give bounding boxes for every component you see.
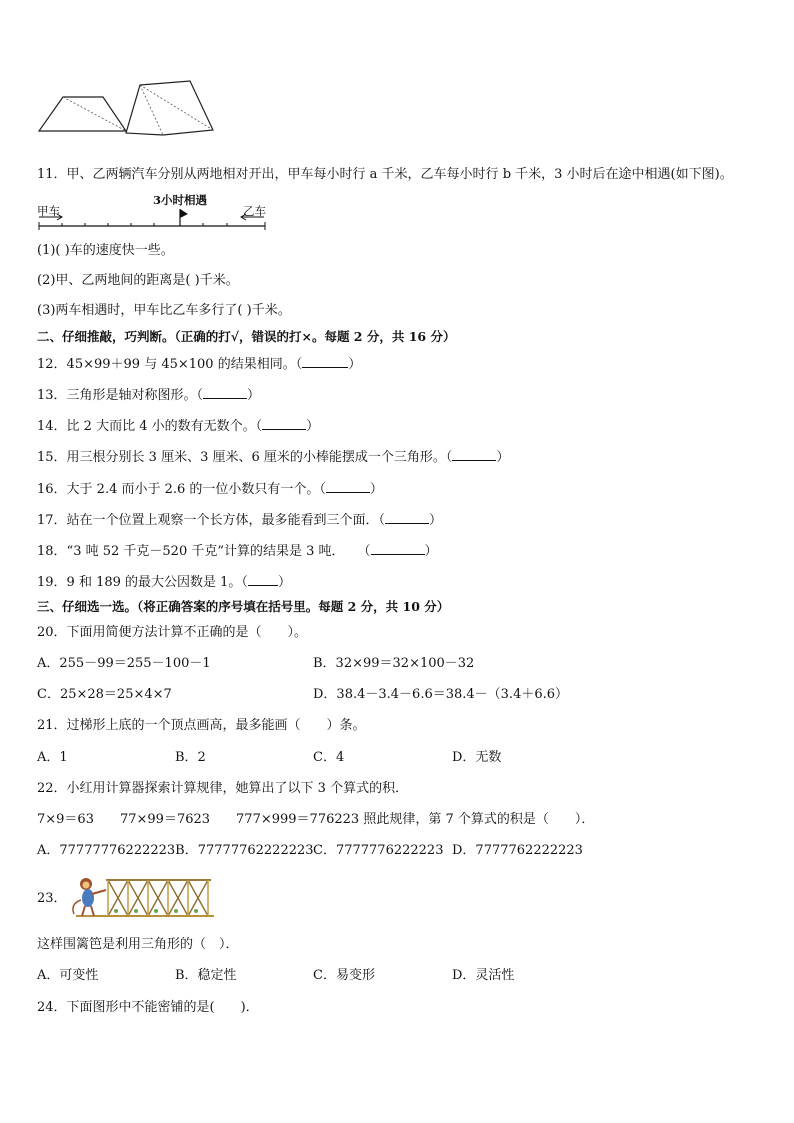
answer-blank[interactable] — [262, 417, 306, 430]
judge-tail: ） — [429, 513, 443, 528]
judge-tail: ） — [348, 357, 362, 372]
judge-text: 13．三角形是轴对称图形。（ — [37, 388, 204, 403]
judge-tail: ） — [424, 544, 438, 559]
q20-option-b[interactable]: B．32×99＝32×100－32 — [313, 656, 475, 671]
answer-blank[interactable] — [452, 448, 496, 461]
answer-blank[interactable] — [371, 542, 425, 555]
judge-text: 14．比 2 大而比 4 小的数有无数个。（ — [37, 419, 263, 434]
judge-item — [37, 448, 509, 466]
judge-tail: ） — [277, 575, 291, 590]
meeting-line — [36, 208, 276, 238]
q23-option-a[interactable]: A．可变性 — [37, 968, 99, 983]
answer-blank[interactable] — [326, 480, 370, 493]
q23-option-b[interactable]: B．稳定性 — [175, 968, 237, 983]
judge-item — [37, 417, 319, 435]
q22-stem: 22．小红用计算器探索计算规律，她算出了以下 3 个算式的积． — [37, 781, 409, 796]
answer-blank[interactable] — [302, 355, 348, 368]
q20-option-d[interactable]: D．38.4－3.4－6.6＝38.4－（3.4＋6.6） — [313, 687, 569, 702]
answer-blank[interactable] — [385, 511, 429, 524]
q22-option-c[interactable]: C．7777776222223 — [313, 843, 444, 858]
judge-text: 12．45×99＋99 与 45×100 的结果相同。（ — [37, 357, 303, 372]
q11-stem: 11．甲、乙两辆汽车分别从两地相对开出，甲车每小时行 a 千米，乙车每小时行 b 千米，3 小时后在途中相遇(如下图)。 — [37, 167, 733, 182]
q24-stem: 24．下面图形中不能密铺的是( )． — [37, 1000, 259, 1015]
q22-option-ab[interactable]: A．77777776222223B．77777762222223 — [37, 843, 314, 858]
q21-option-c[interactable]: C．4 — [313, 750, 345, 765]
judge-text: 18．“3 吨 52 千克－520 千克”计算的结果是 3 吨． （ — [37, 544, 371, 559]
trapezoid-figure — [36, 94, 136, 134]
q20-option-a[interactable]: A．255－99＝255－100－1 — [37, 656, 211, 671]
q23-option-c[interactable]: C．易变形 — [313, 968, 375, 983]
meet-label: 3小时相遇 — [153, 193, 208, 207]
car-a-label: 甲车 — [37, 204, 60, 218]
judge-item — [37, 355, 361, 373]
q23-number: 23． — [37, 891, 67, 906]
q11-sub3: (3)两车相遇时，甲车比乙车多行了( )千米。 — [37, 303, 291, 318]
section3-title: 三、仔细选一选。（将正确答案的序号填在括号里。每题 2 分，共 10 分） — [37, 599, 450, 614]
judge-item — [37, 511, 442, 529]
fence-illustration — [66, 870, 216, 920]
q11-sub1: (1)( )车的速度快一些。 — [37, 243, 174, 258]
judge-item — [37, 573, 291, 591]
q23-stem: 这样围篱笆是利用三角形的（ ）． — [37, 937, 239, 952]
q11-sub2: (2)甲、乙两地间的距离是( )千米。 — [37, 273, 239, 288]
q21-option-d[interactable]: D．无数 — [452, 750, 502, 765]
q22-option-d[interactable]: D．7777762222223 — [452, 843, 583, 858]
judge-tail: ） — [369, 482, 383, 497]
section2-title: 二、仔细推敲，巧判断。（正确的打√，错误的打×。每题 2 分，共 16 分） — [37, 329, 456, 344]
judge-item — [37, 542, 438, 560]
judge-item — [37, 386, 260, 404]
q21-stem: 21．过梯形上底的一个顶点画高，最多能画（ ）条。 — [37, 718, 366, 733]
judge-text: 15．用三根分别长 3 厘米、3 厘米、6 厘米的小棒能摆成一个三角形。（ — [37, 450, 453, 465]
pentagon-figure — [123, 78, 223, 138]
judge-tail: ） — [306, 419, 320, 434]
q21-option-b[interactable]: B．2 — [175, 750, 206, 765]
car-b-label: 乙车 — [243, 204, 266, 218]
q22-formulas: 7×9＝63 77×99＝7623 777×999＝776223 照此规律，第 7 个算式的积是（ ）． — [37, 812, 595, 827]
judge-text: 17．站在一个位置上观察一个长方体，最多能看到三个面．（ — [37, 513, 386, 528]
judge-tail: ） — [247, 388, 261, 403]
q21-option-a[interactable]: A．1 — [37, 750, 68, 765]
q20-option-c[interactable]: C．25×28＝25×4×7 — [37, 687, 172, 702]
answer-blank[interactable] — [248, 573, 278, 586]
judge-text: 16．大于 2.4 而小于 2.6 的一位小数只有一个。（ — [37, 482, 326, 497]
answer-blank[interactable] — [203, 386, 247, 399]
judge-tail: ） — [496, 450, 510, 465]
judge-item — [37, 480, 383, 498]
judge-text: 19．9 和 189 的最大公因数是 1。（ — [37, 575, 248, 590]
q23-option-d[interactable]: D．灵活性 — [452, 968, 515, 983]
q20-stem: 20．下面用简便方法计算不正确的是（ ）。 — [37, 625, 308, 640]
